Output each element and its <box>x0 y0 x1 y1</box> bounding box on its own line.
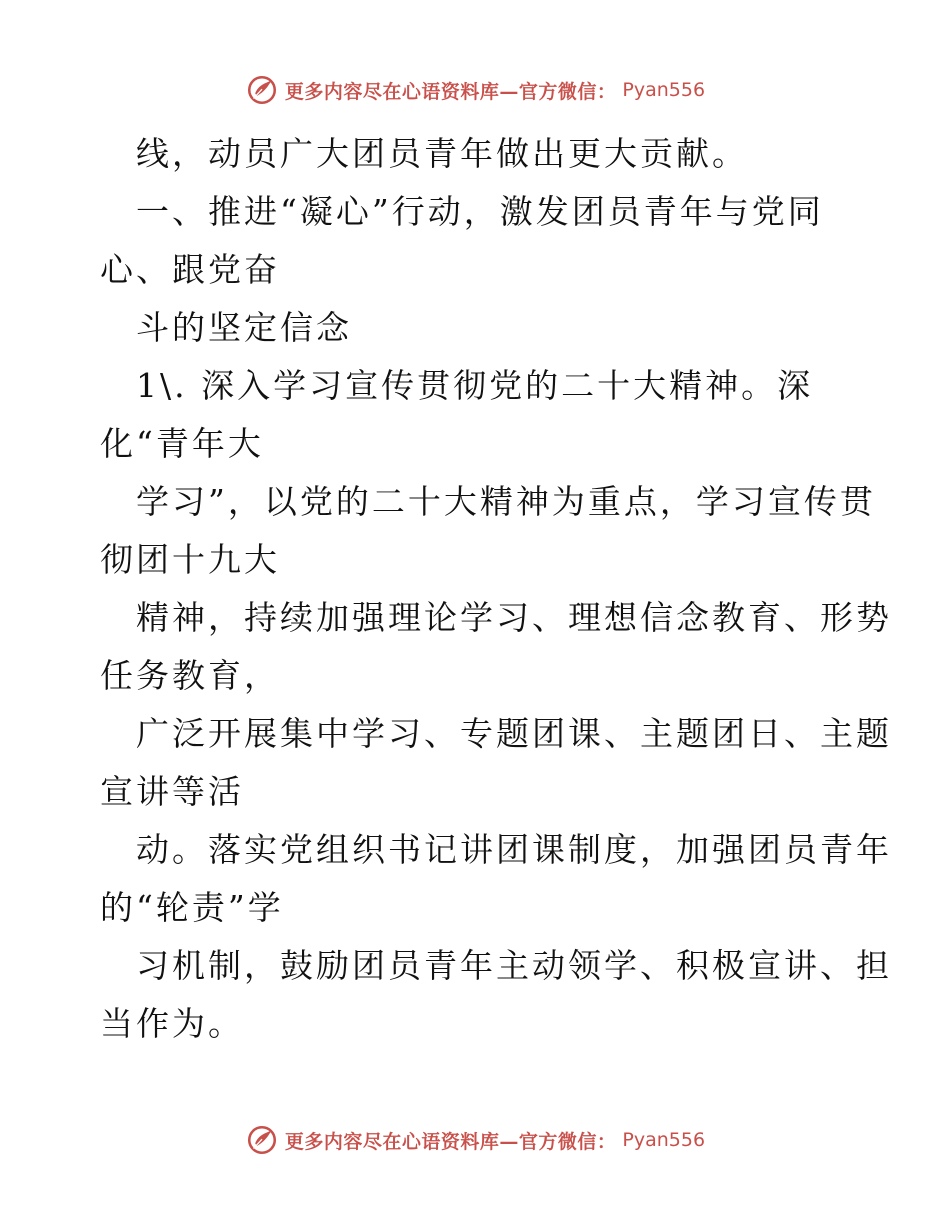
paragraph-line: 宣讲等活 <box>100 772 244 811</box>
banner-text: 更多内容尽在心语资料库—官方微信： <box>284 1130 617 1153</box>
paragraph-line: 习机制，鼓励团员青年主动领学、积极宣讲、担 <box>136 946 892 985</box>
paragraph-line: 1\. 深入学习宣传贯彻党的二十大精神。深 <box>136 366 814 405</box>
banner-wechat-id: Pyan556 <box>622 1129 706 1151</box>
paragraph-line: 任务教育， <box>100 656 280 695</box>
footer-watermark-banner <box>0 1120 950 1160</box>
logo-icon <box>245 73 279 107</box>
section-heading-line: 斗的坚定信念 <box>136 308 352 347</box>
paragraph-line: 线，动员广大团员青年做出更大贡献。 <box>136 134 748 173</box>
section-heading-line: 一、推进“凝心”行动，激发团员青年与党同 <box>136 192 824 231</box>
paragraph-line: 学习”，以党的二十大精神为重点，学习宣传贯 <box>136 482 876 521</box>
section-heading-line: 心、跟党奋 <box>100 250 280 289</box>
paragraph-line: 当作为。 <box>100 1004 244 1043</box>
paragraph-line: 广泛开展集中学习、专题团课、主题团日、主题 <box>136 714 892 753</box>
logo-icon <box>245 1123 279 1157</box>
banner-text: 更多内容尽在心语资料库—官方微信： <box>284 80 617 103</box>
header-watermark-banner <box>0 70 950 110</box>
document-body <box>100 125 892 1053</box>
paragraph-line: 化“青年大 <box>100 424 264 463</box>
banner-wechat-id: Pyan556 <box>622 79 706 101</box>
paragraph-line: 动。落实党组织书记讲团课制度，加强团员青年 <box>136 830 892 869</box>
paragraph-line: 精神，持续加强理论学习、理想信念教育、形势 <box>136 598 892 637</box>
paragraph-line: 彻团十九大 <box>100 540 280 579</box>
paragraph-line: 的“轮责”学 <box>100 888 284 927</box>
